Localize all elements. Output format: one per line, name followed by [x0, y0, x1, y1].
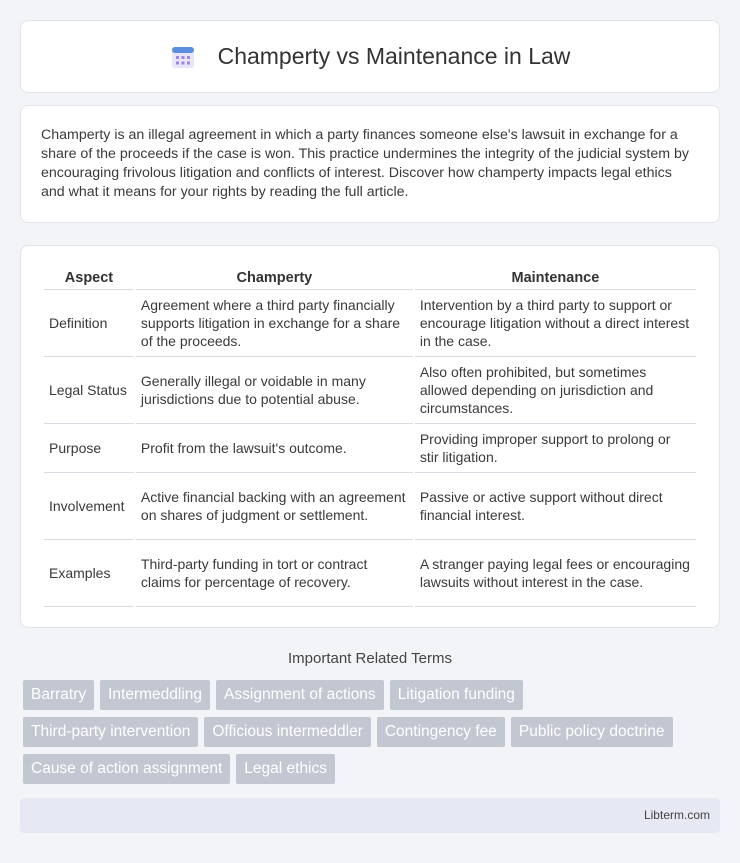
related-term-tag[interactable]: Legal ethics	[236, 754, 335, 784]
intro-card	[20, 105, 720, 223]
footer	[20, 798, 720, 833]
related-terms-title: Important Related Terms	[288, 650, 452, 667]
header-card	[20, 20, 720, 93]
tag-row	[23, 680, 723, 717]
table-cell-aspect: Legal Status	[44, 357, 134, 424]
related-term-tag[interactable]: Litigation funding	[390, 680, 523, 710]
header-maintenance: Maintenance	[415, 266, 696, 290]
header-champerty: Champerty	[136, 266, 413, 290]
related-term-tag[interactable]: Third-party intervention	[23, 717, 198, 747]
table-header-row	[44, 266, 696, 290]
comparison-table	[42, 266, 698, 607]
related-term-tag[interactable]: Assignment of actions	[216, 680, 384, 710]
table-cell-maintenance: Passive or active support without direct financial interest.	[415, 473, 696, 540]
table-cell-aspect: Involvement	[44, 473, 134, 540]
table-row	[44, 473, 696, 540]
tag-row	[23, 717, 723, 754]
table-cell-champerty: Third-party funding in tort or contract claims for percentage of recovery.	[136, 540, 413, 607]
related-terms-tags	[23, 680, 723, 791]
table-cell-aspect: Examples	[44, 540, 134, 607]
table-cell-champerty: Active financial backing with an agreement on shares of judgment or settlement.	[136, 473, 413, 540]
header-aspect: Aspect	[44, 266, 134, 290]
table-row	[44, 424, 696, 473]
table-row	[44, 357, 696, 424]
table-cell-champerty: Generally illegal or voidable in many jurisdictions due to potential abuse.	[136, 357, 413, 424]
table-cell-maintenance: Providing improper support to prolong or stir litigation.	[415, 424, 696, 473]
table-cell-maintenance: A stranger paying legal fees or encouraging lawsuits without interest in the case.	[415, 540, 696, 607]
related-term-tag[interactable]: Cause of action assignment	[23, 754, 230, 784]
related-term-tag[interactable]: Contingency fee	[377, 717, 505, 747]
table-cell-aspect: Definition	[44, 290, 134, 357]
calendar-icon	[170, 44, 196, 70]
intro-text: Champerty is an illegal agreement in which a party finances someone else's lawsuit in exchange for a share of the proceeds if the case is won. This practice undermines the integrity of the judicial system by encouraging frivolous litigation and conflicts of interest. Discover how champerty impacts legal ethics and what it means for your rights by reading the full article.	[41, 127, 689, 200]
footer-site-link[interactable]: Libterm.com	[643, 808, 710, 822]
table-cell-maintenance: Intervention by a third party to support or encourage litigation without a direct interest in the case.	[415, 290, 696, 357]
table-cell-aspect: Purpose	[44, 424, 134, 473]
related-term-tag[interactable]: Public policy doctrine	[511, 717, 673, 747]
table-cell-maintenance: Also often prohibited, but sometimes allowed depending on jurisdiction and circumstances.	[415, 357, 696, 424]
page-title: Champerty vs Maintenance in Law	[217, 43, 571, 69]
related-term-tag[interactable]: Intermeddling	[100, 680, 210, 710]
comparison-table-card	[20, 245, 720, 628]
table-row	[44, 290, 696, 357]
related-term-tag[interactable]: Barratry	[23, 680, 94, 710]
table-cell-champerty: Agreement where a third party financially supports litigation in exchange for a share of the proceeds.	[136, 290, 413, 357]
table-cell-champerty: Profit from the lawsuit's outcome.	[136, 424, 413, 473]
related-term-tag[interactable]: Officious intermeddler	[204, 717, 370, 747]
table-row	[44, 540, 696, 607]
tag-row	[23, 754, 723, 791]
